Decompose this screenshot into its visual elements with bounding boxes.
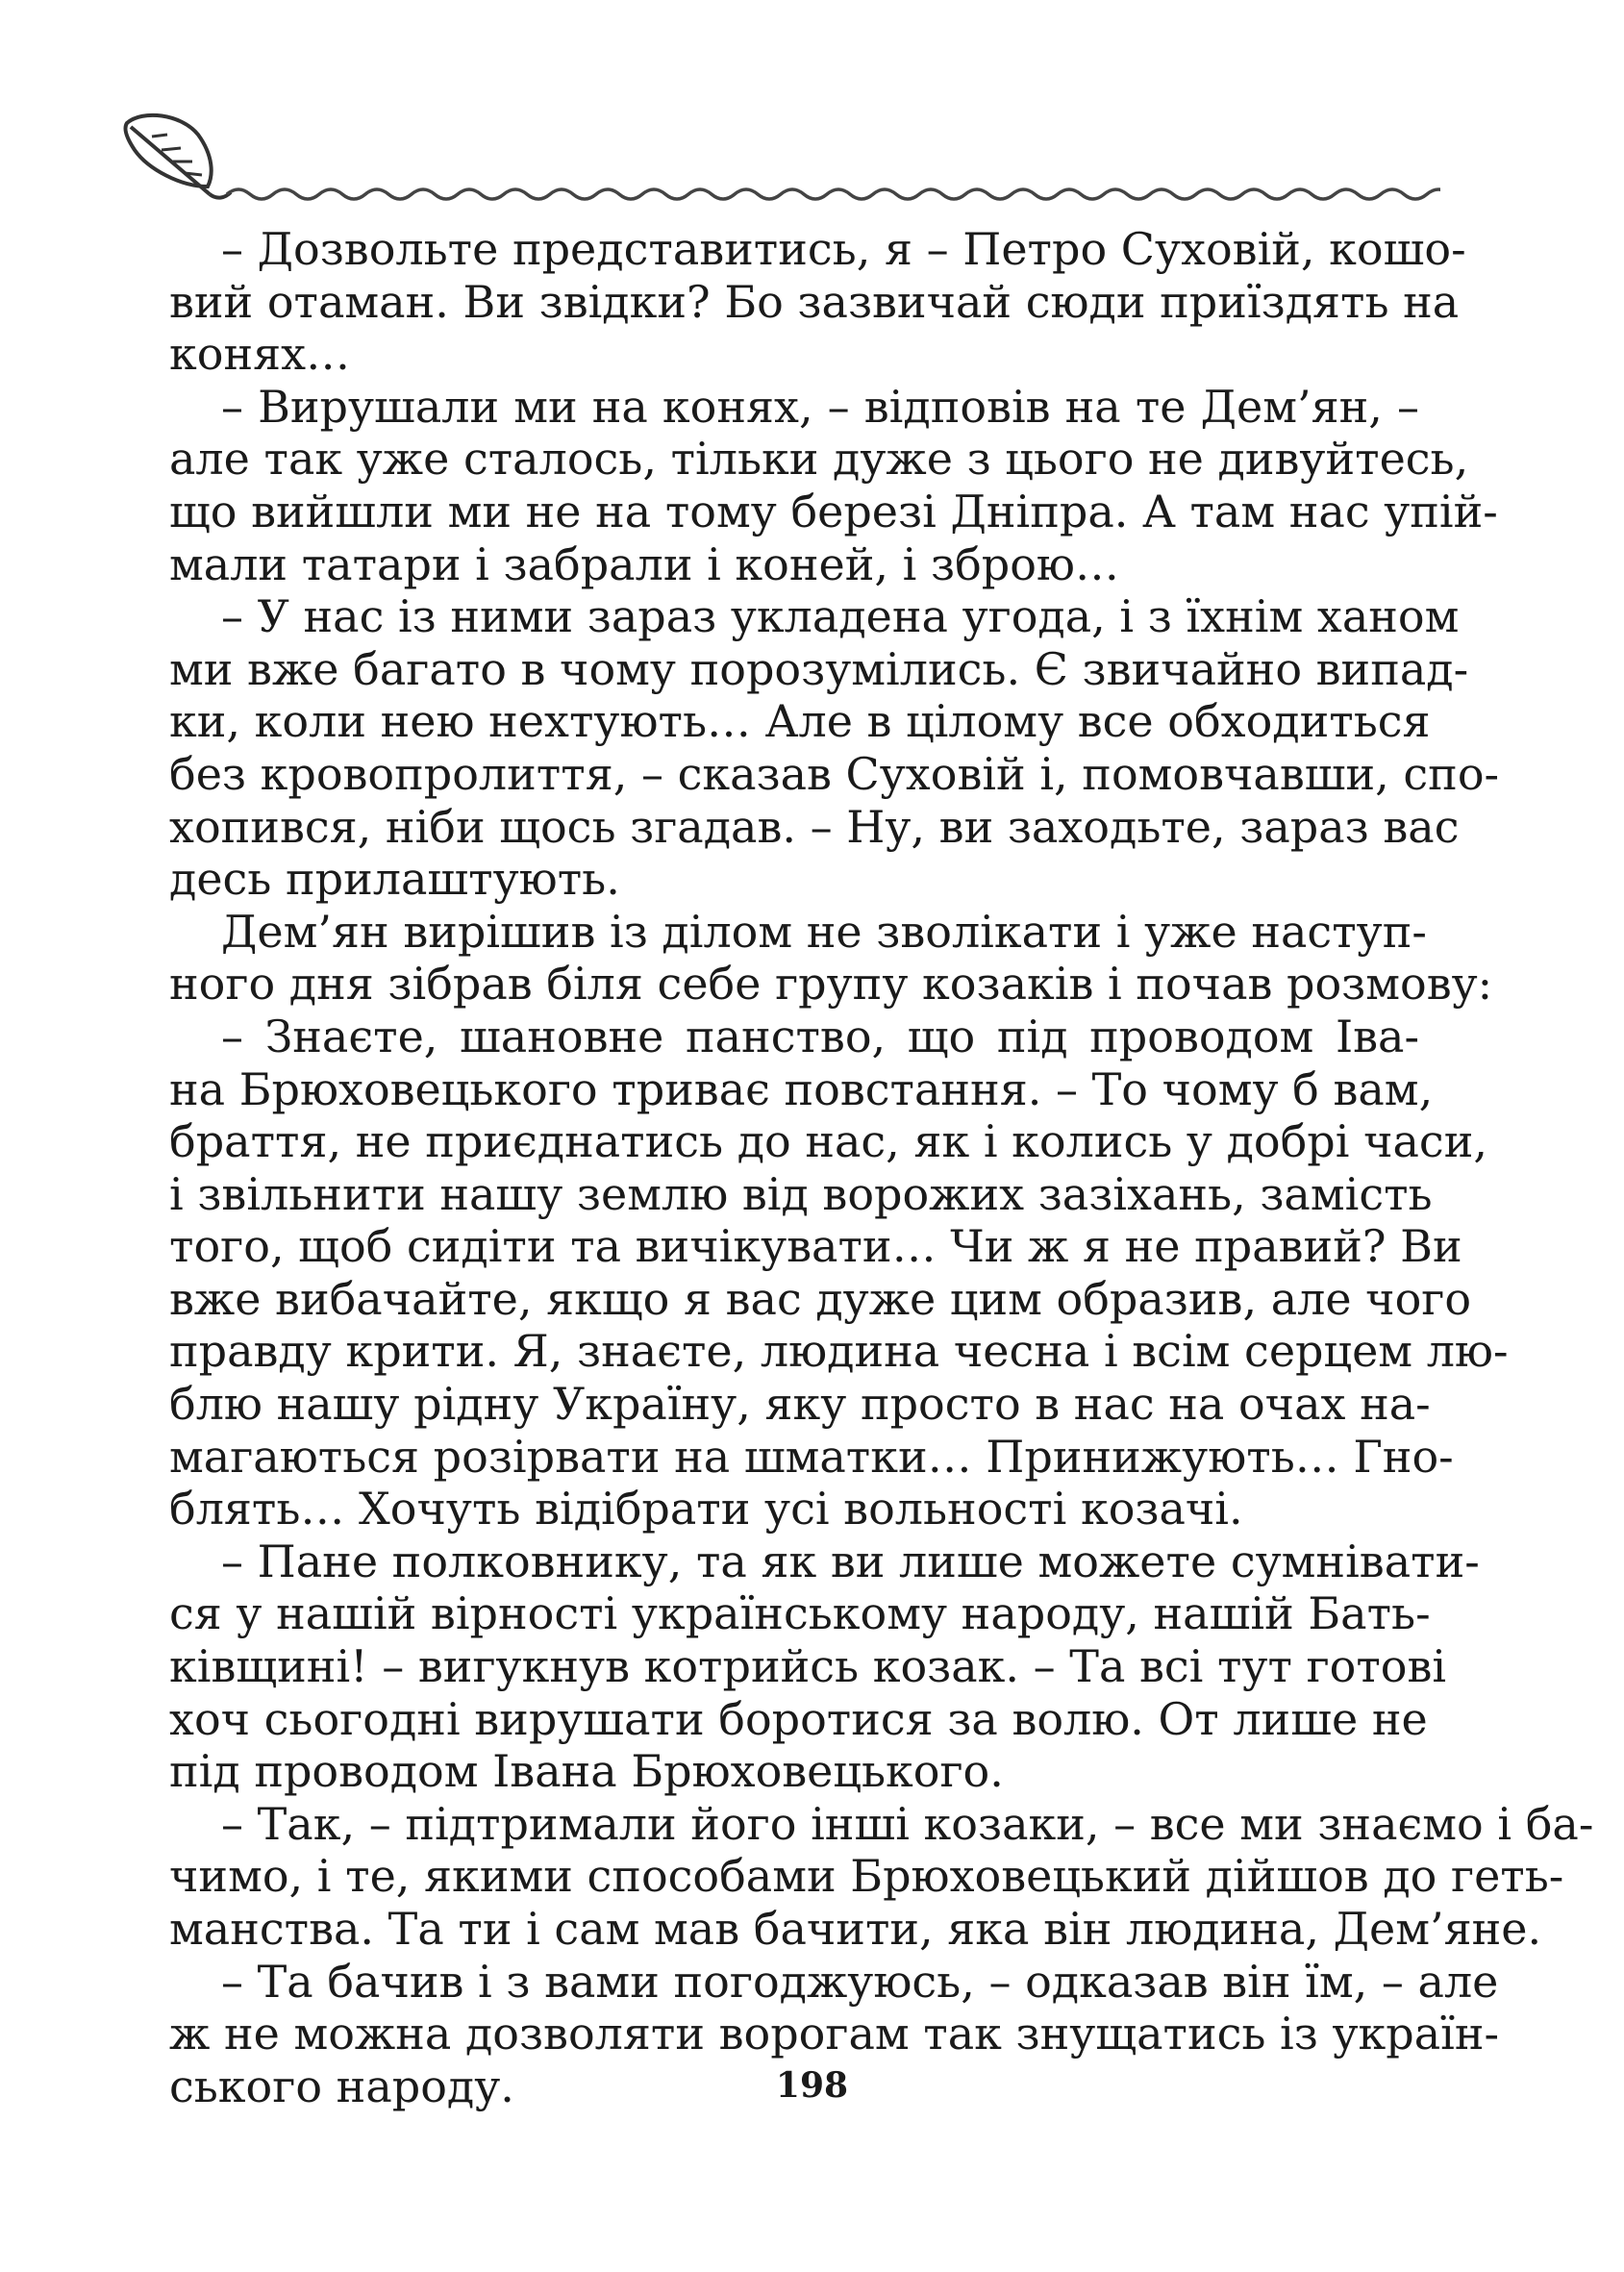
text-line: ного дня зібрав біля себе групу козаків і почав розмову: [169,958,1493,1011]
text-line: під проводом Івана Брюховецького. [169,1745,1004,1798]
text-line: ж не можна дозволяти ворогам так знущатись із україн- [169,2008,1500,2060]
text-line: що вийшли ми не на тому березі Дніпра. А там нас упій- [169,485,1498,537]
text-line: – Пане полковнику, та як ви лише можете сумнівати- [221,1535,1480,1587]
text-line: вже вибачайте, якщо я вас дуже цим образив, але чого [169,1272,1472,1325]
text-line: десь прилаштують. [169,853,620,906]
text-line: чимо, і те, якими способами Брюховецький дійшов до геть- [169,1850,1564,1903]
text-line: Дем’ян вирішив із ділом не зволікати і уже наступ- [221,905,1427,958]
text-line: – Так, – підтримали його інші козаки, – все ми знаємо і ба- [221,1797,1594,1850]
text-line: ся у нашій вірності українському народу, нашій Бать- [169,1587,1431,1640]
text-line: конях… [169,328,351,381]
text-line: – Дозвольте представитись, я – Петро Суховій, кошо- [221,223,1466,275]
text-line: ми вже багато в чому порозумілись. Є звичайно випад- [169,642,1469,695]
text-line: ського народу. [169,2060,514,2112]
text-line: того, щоб сидіти та вичікувати… Чи ж я не правий? Ви [169,1220,1462,1273]
text-line: блю нашу рідну Україну, яку просто в нас на очах на- [169,1378,1431,1431]
text-line: ки, коли нею нехтують… Але в цілому все обходиться [169,695,1431,748]
text-line: хоч сьогодні вирушати боротися за волю. От лише не [169,1692,1428,1745]
text-line: на Брюховецького триває повстання. – То чому б вам, [169,1062,1434,1115]
text-line: мали татари і забрали і коней, і зброю… [169,537,1119,590]
text-line: – У нас із ними зараз укладена угода, і з їхнім ханом [221,590,1460,643]
header-ornament [113,106,1440,212]
wavy-rule [227,189,1440,199]
text-line: – Знаєте, шановне панство, що під проводом Іва- [221,1010,1419,1062]
page-number: 198 [775,2065,849,2106]
text-line: але так уже сталось, тільки дуже з цього не дивуйтесь, [169,433,1469,486]
text-line: хопився, ніби щось згадав. – Ну, ви заходьте, зараз вас [169,800,1460,853]
text-line: блять… Хочуть відібрати усі вольності козачі. [169,1483,1243,1535]
text-line: – Вирушали ми на конях, – відповів на те Дем’ян, – [221,380,1419,433]
text-line: правду крити. Я, знаєте, людина чесна і всім серцем лю- [169,1325,1509,1378]
text-line: манства. Та ти і сам мав бачити, яка він людина, Дем’яне. [169,1903,1542,1955]
body-text [169,223,1594,2112]
feather-icon [125,115,231,198]
text-line: браття, не приєднатись до нас, як і колись у добрі часи, [169,1115,1487,1168]
text-line: ківщині! – вигукнув котрийсь козак. – Та всі тут готові [169,1640,1447,1693]
text-line: вий отаман. Ви звідки? Бо зазвичай сюди приїздять на [169,275,1460,328]
text-line: – Та бачив і з вами погоджуюсь, – одказав він їм, – але [221,1955,1499,2008]
text-line: магаються розірвати на шматки… Принижують… Гно- [169,1430,1454,1483]
text-line: і звільнити нашу землю від ворожих зазіхань, замість [169,1167,1433,1220]
text-line: без кровопролиття, – сказав Суховій і, помовчавши, спо- [169,747,1500,800]
